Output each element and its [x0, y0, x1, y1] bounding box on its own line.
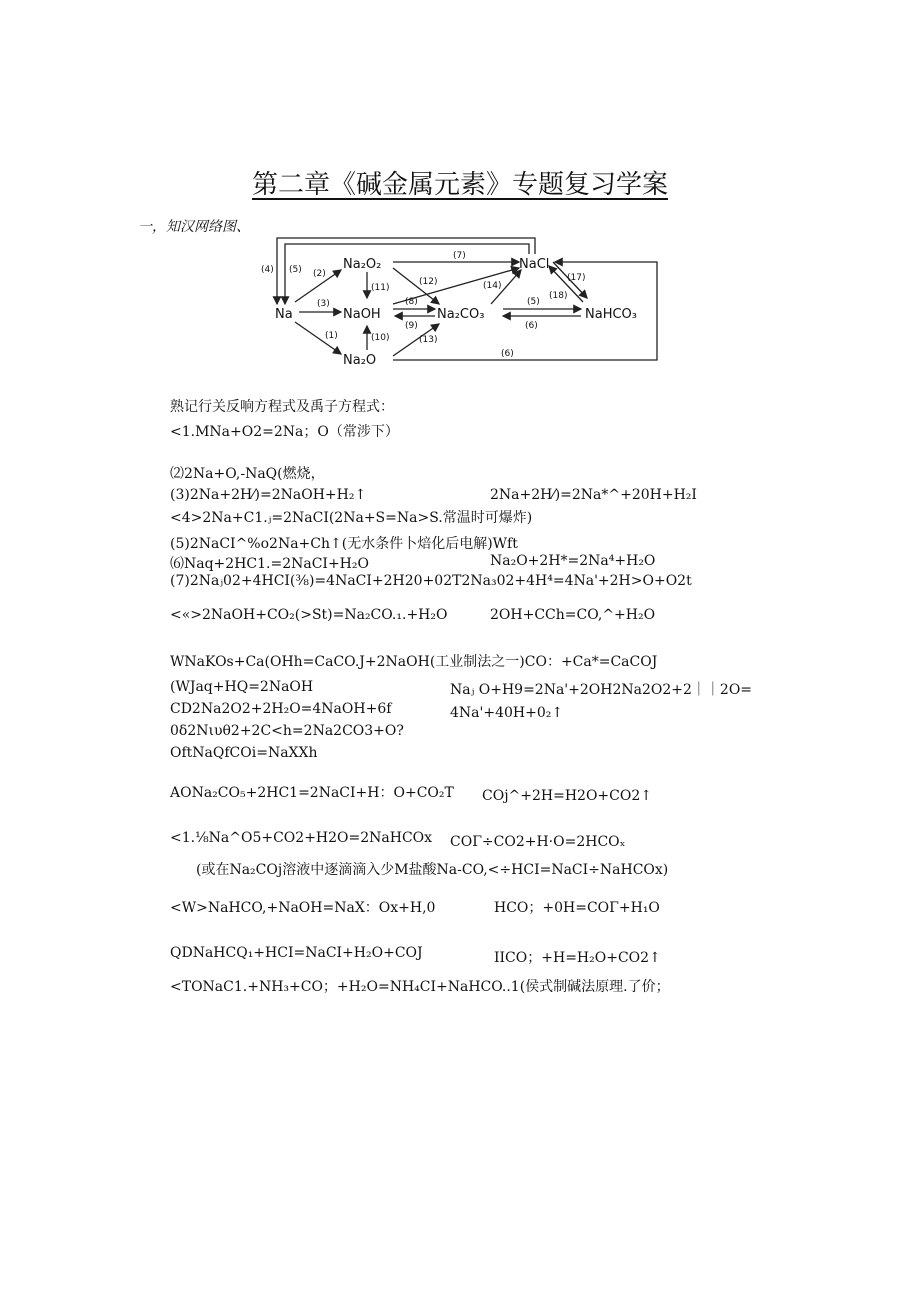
equation-line: (7)2Naⱼ02+4HCI(⅜)=4NaCI+2H20+02T2Na₃02+4H⁴=4Na'+2H>O+O2t [170, 573, 692, 589]
equation-line: <4>2Na+C1.ⱼ=2NaCI(2Na+S=Na>S.常温时可爆炸) [170, 510, 533, 526]
equation-line: ⑹Naq+2HC1.=2NaCI+H₂O [170, 556, 369, 572]
edge-label: (5) [289, 265, 302, 275]
equation-line: <«>2NaOH+CO₂(>St)=Na₂CO.₁.+H₂O [170, 607, 448, 623]
edge-label: (10) [371, 333, 390, 343]
edge-label: (12) [419, 277, 438, 287]
node-na2o: Na₂O [343, 353, 377, 368]
equation-line: <TONaC1.+NH₃+CO；+H₂O=NH₄CI+NaHCO..1(侯式制碱法原理.了价； [170, 979, 670, 995]
equation-line: (5)2NaCI^%o2Na+Ch↑(无水条件卜焙化后电解)Wft [170, 536, 518, 552]
edge-label: (4) [261, 265, 274, 275]
edge-label: (8) [405, 297, 418, 307]
equation-line: 2Na+2H⁄)=2Na*^+20H+H₂I [490, 487, 697, 503]
equation-line: Naⱼ O+H9=2Na'+2OH2Na2O2+2｜｜2O= [450, 682, 753, 698]
edge-label: (6) [525, 321, 538, 331]
edge-label: (13) [419, 335, 438, 345]
equation-line: ⑵2Na+O,-NaQ(燃烧， [170, 466, 325, 482]
equation-line: OftNaQfCOi=NaXXh [170, 745, 318, 761]
node-nahco3: NaHCO₃ [585, 307, 637, 322]
equation-line: AONa₂CO₅+2HC1=2NaCI+H：O+CO₂T [170, 785, 454, 801]
equation-line: Na₂O+2H*=2Na⁴+H₂O [490, 553, 656, 569]
equation-line: IICO；+H=H₂O+CO2↑ [494, 950, 661, 966]
equation-line: (或在Na₂COj溶液中逐滴滴入少M盐酸Na-CO,<÷HCI=NaCI÷NaHCOx) [196, 862, 669, 878]
equation-line: CD2Na2O2+2H₂O=4NaOH+6f [170, 701, 392, 717]
node-na2co3: Na₂CO₃ [437, 307, 485, 322]
edge-label: (6) [501, 349, 514, 359]
edge-label: (1) [325, 331, 338, 341]
equation-line: HCO；+0H=COΓ+H₁O [494, 900, 660, 916]
equation-line: COΓ÷CO2+H·O=2HCOₓ [450, 834, 626, 850]
equation-line: (3)2Na+2H⁄)=2NaOH+H₂↑ [170, 487, 367, 503]
edge-label: (17) [567, 273, 586, 283]
node-nacl: NaCl [519, 257, 550, 272]
equation-line: WNaKOs+Ca(OHh=CaCO.J+2NaOH(工业制法之一)CO：+Ca*=CaCOJ [170, 654, 658, 670]
page-title-text: 第二章《碱金属元素》专题复习学案 [251, 170, 668, 200]
equation-line: <W>NaHCO,+NaOH=NaX：Ox+H,0 [170, 900, 436, 916]
edge-label: (3) [317, 299, 330, 309]
edge-label: (11) [371, 283, 390, 293]
equation-line: <1.⅛Na^O5+CO2+H2O=2NaHCOx [170, 830, 433, 846]
node-na: Na [275, 307, 293, 322]
equation-line: 2OH+CCh=CO,^+H₂O [490, 607, 656, 623]
equation-line: <1.MNa+O2=2Na；O（常涉下） [170, 424, 399, 440]
page-title [0, 164, 920, 201]
edge-label: (18) [549, 291, 568, 301]
equation-line: COj^+2H=H2O+CO2↑ [482, 788, 652, 804]
node-na2o2: Na₂O₂ [343, 257, 382, 272]
edge-label: (9) [405, 321, 418, 331]
equation-line: (WJaq+HQ=2NaOH [170, 679, 314, 695]
edge-label: (14) [483, 281, 502, 291]
edge-label: (2) [313, 269, 326, 279]
equation-line: 0δ2Nιυθ2+2C<h=2Na2CO3+O? [170, 723, 404, 739]
edge-label: (5) [527, 297, 540, 307]
equation-line: QDNaHCQ₁+HCI=NaCI+H₂O+COJ [170, 945, 423, 961]
section-heading: 一，知汉网络图、 [138, 219, 250, 235]
node-naoh: NaOH [343, 307, 381, 322]
reaction-network-diagram [255, 232, 665, 368]
intro-text: 熟记行关反响方程式及禹子方程式： [170, 399, 394, 415]
equation-line: 4Na'+40H+0₂↑ [450, 705, 564, 721]
edge-label: (7) [453, 251, 466, 261]
